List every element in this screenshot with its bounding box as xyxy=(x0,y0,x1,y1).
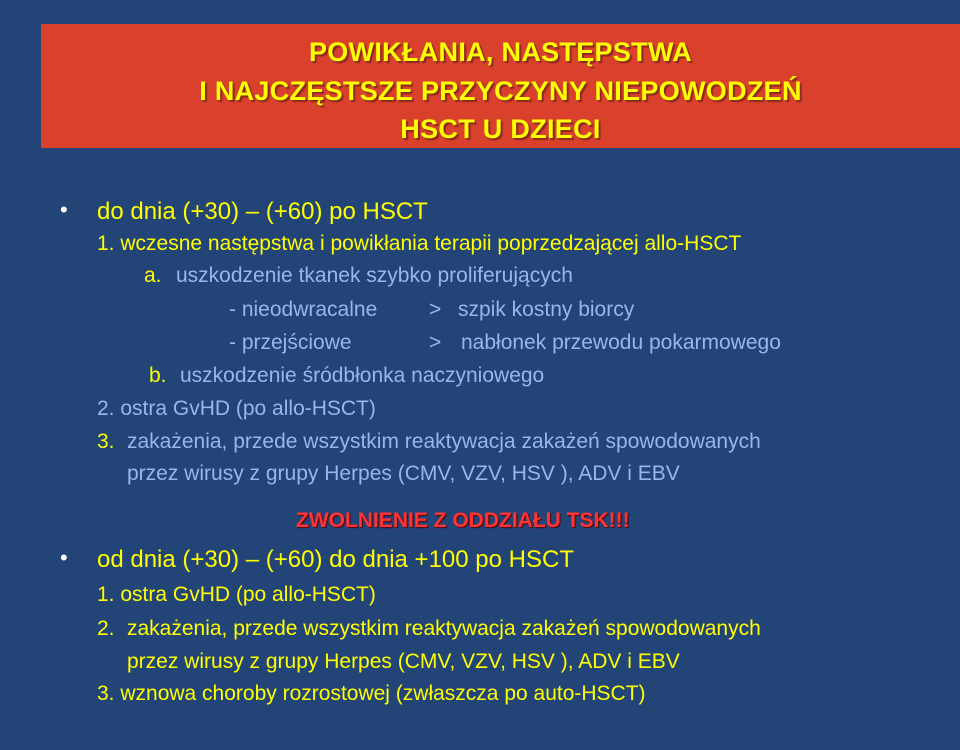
section2-item2-line2: przez wirusy z grupy Herpes (CMV, VZV, HSV ), ADV i EBV xyxy=(127,650,680,673)
section1-item1a-label: a. xyxy=(144,264,162,287)
section1-sub1-right: szpik kostny biorcy xyxy=(458,298,635,321)
section1-item3-line2: przez wirusy z grupy Herpes (CMV, VZV, HSV ), ADV i EBV xyxy=(127,462,680,485)
section1-item1b-text: uszkodzenie śródbłonka naczyniowego xyxy=(180,364,545,387)
discharge-warning: ZWOLNIENIE Z ODDZIAŁU TSK!!! xyxy=(296,509,630,532)
section1-heading: do dnia (+30) – (+60) po HSCT xyxy=(97,198,428,225)
section1-item3-line1: zakażenia, przede wszystkim reaktywacja zakażeń spowodowanych xyxy=(127,430,761,453)
section1-sub2-arrow: > xyxy=(429,331,442,354)
section1-item1: 1. wczesne następstwa i powikłania terapii poprzedzającej allo-HSCT xyxy=(97,232,742,255)
title-line-1: POWIKŁANIA, NASTĘPSTWA xyxy=(308,37,693,67)
section1-sub2-left: - przejściowe xyxy=(229,331,352,354)
section2-item2-label: 2. xyxy=(97,617,115,640)
section1-item1b-label: b. xyxy=(149,364,167,387)
title-line-2: I NAJCZĘSTSZE PRZYCZYNY NIEPOWODZEŃ xyxy=(199,76,802,106)
section2-heading: od dnia (+30) – (+60) do dnia +100 po HSCT xyxy=(97,546,574,573)
section1-item3-label: 3. xyxy=(97,430,115,453)
bullet-icon: • xyxy=(60,545,68,570)
section2-item2-line1: zakażenia, przede wszystkim reaktywacja zakażeń spowodowanych xyxy=(127,617,761,640)
title-box xyxy=(41,24,960,148)
section1-sub2-right: nabłonek przewodu pokarmowego xyxy=(461,331,781,354)
section1-sub1-arrow: > xyxy=(429,298,442,321)
section2-item3: 3. wznowa choroby rozrostowej (zwłaszcza po auto-HSCT) xyxy=(97,682,646,705)
bullet-icon: • xyxy=(60,197,68,222)
section1-sub1-left: - nieodwracalne xyxy=(229,298,378,321)
section2-item1: 1. ostra GvHD (po allo-HSCT) xyxy=(97,583,376,606)
title-line-3: HSCT U DZIECI xyxy=(400,114,601,144)
section1-item1a-text: uszkodzenie tkanek szybko proliferujących xyxy=(176,264,573,287)
section1-item2: 2. ostra GvHD (po allo-HSCT) xyxy=(97,397,376,420)
